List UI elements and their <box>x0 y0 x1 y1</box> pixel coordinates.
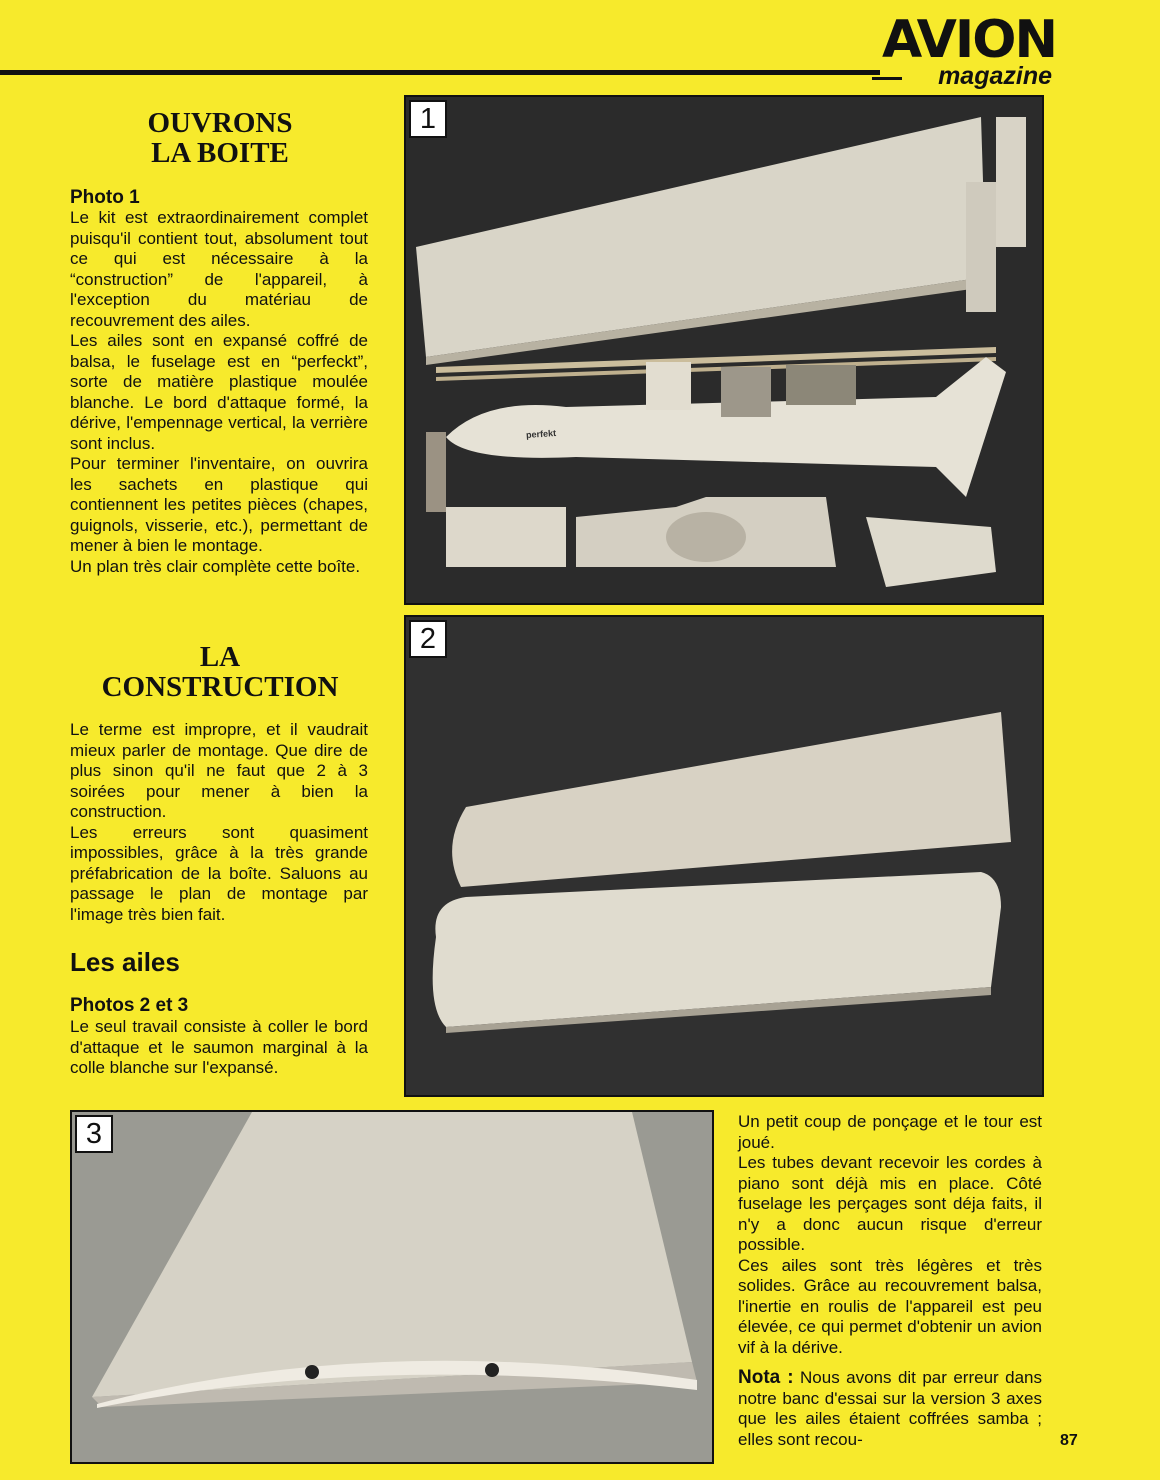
photo-3-number: 3 <box>75 1115 113 1153</box>
section-title-ailes: Les ailes <box>70 947 180 977</box>
photo-1-kit-contents <box>404 95 1044 605</box>
nota-label: Nota : <box>738 1367 794 1388</box>
section-heading-ouvrons: OUVRONS LA BOITE <box>147 107 293 169</box>
photo-2-number: 2 <box>409 620 447 658</box>
nota-text: Nous avons dit par erreur dans notre banc d'essai sur la version 3 axes que les ailes étaient coffrées samba ; elles sont recou- <box>738 1368 1043 1449</box>
magazine-logo-sub: magazine <box>938 62 1052 90</box>
photo-2-image <box>406 617 1042 1095</box>
page-number: 87 <box>1060 1432 1078 1449</box>
section1-body: Le kit est extraordinairement complet puisqu'il contient tout, absolument tout ce qui est nécessaire à la “construction” de l'appareil, à l'exception du matériau de recouvrement des ailes. Les ailes sont en expansé coffré de balsa, le fuselage est en “perfeckt”, sorte de matière plastique moulée blanche. Le bord d'attaque formé, la dérive, l'empennage vertical, la verrière sont inclus. Pour terminer l'inventaire, on ouvrira les sachets en plastique qui contiennent les petites pièces (chapes, guignols, visserie, etc.), permettant de mener à bien le montage. Un plan très clair complète cette boîte. <box>70 208 368 576</box>
photo1-label: Photo 1 <box>70 187 140 208</box>
photo-2-wings <box>404 615 1044 1097</box>
header-rule <box>0 70 880 75</box>
section2-body: Le terme est impropre, et il vaudrait mieux parler de montage. Que dire de plus sinon qu'il ne faut que 2 à 3 soirées pour mener à bien la construction. Les erreurs sont quasiment impossibles, grâce à la très grande préfabrication de la boîte. Saluons au passage le plan de montage par l'image très bien fait. <box>70 720 368 924</box>
photo-3-wing-detail <box>70 1110 714 1464</box>
nota-paragraph <box>738 1368 1042 1450</box>
right-column-body: Un petit coup de ponçage et le tour est joué. Les tubes devant recevoir les cordes à piano sont déjà mis en place. Côté fuselage les perçages sont déja faits, il n'y a donc aucun risque d'erreur possible. Ces ailes sont très légères et très solides. Grâce au recouvrement balsa, l'inertie en roulis de l'appareil est peu élevée, ce qui permet d'obtenir un avion vif à la dérive. Nota : Nous avons dit par erreur dans notre banc d'essai sur la version 3 axes que les ailes étaient coffrées samba ; elles sont recou- <box>738 1112 1043 1449</box>
photo-3-image <box>72 1112 712 1462</box>
photos-2-3-label: Photos 2 et 3 <box>70 995 189 1016</box>
photo-1-image <box>406 97 1042 603</box>
section-heading-construction: LA CONSTRUCTION <box>101 641 339 703</box>
photo-1-number: 1 <box>409 100 447 138</box>
magazine-logo: AVION <box>881 10 1056 70</box>
fuselage-print: perfekt <box>525 427 557 441</box>
section3-body: Le seul travail consiste à coller le bord d'attaque et le saumon marginal à la colle blanche sur l'expansé. <box>70 1017 368 1077</box>
